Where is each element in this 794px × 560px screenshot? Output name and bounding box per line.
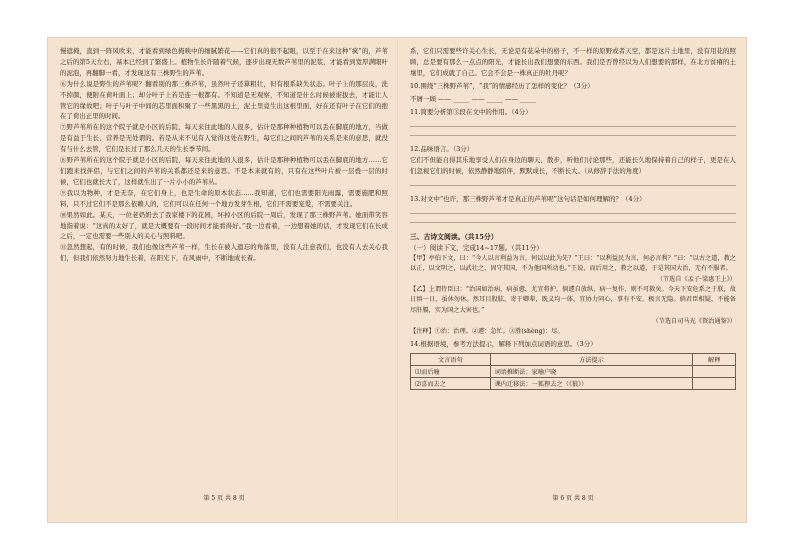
answer-line[interactable]	[410, 185, 736, 186]
subsection-heading: （一）阅读下文，完成14~17题。（共11分）	[410, 243, 543, 252]
annotation-note: 【注释】①治：治理。②遽：急忙。③胜(shèng)：尽。	[410, 327, 564, 335]
question-14: 14.根据语境，参考方法提示，解释下列加点词语的意思。（3分）	[410, 340, 597, 349]
left-page	[60, 46, 388, 516]
table-header: 解释	[693, 354, 736, 366]
answer-cell[interactable]	[693, 366, 736, 378]
page-number: 第 6 页 共 8 页	[552, 495, 594, 502]
answer-line[interactable]	[410, 213, 736, 214]
answer-line[interactable]	[410, 135, 736, 136]
question-11: 11.简要分析第③段在文中的作用。（4分）	[410, 107, 532, 116]
page-number: 第 5 页 共 8 页	[203, 495, 245, 502]
passage-jia: 【甲】亭伯下文，曰：“今人以言利益为言，何以以此为先？”王曰：“以利益民为言，何必言利？”曰：“以古之道，教之以正，以文明之，以武壮之，固守其国，不为他国所动也。”王说，而后用之，教之以道，于是其国大治，无有不服者。	[410, 254, 736, 273]
paragraph: ⑥为什么说是野生的芦苇呢？翻看别的那三株芦苇，虽然叶子还算粗壮，但有根系缺失状态。叶子上的那层皮，洗不掉颜，便附在荷叶面上；却分叶子上若是连一根都有。不知道是无观察，不知道是什么时候被谁拔去，才能让人管它的缘故吧；叶子与叶子中间的芯里面积聚了一些黑黑的土，泥土里竟生出这根里面，好在还有叶子在它们的抱在了荷出正里的时间。	[60, 79, 388, 121]
question-12-text: 它们不但能自得其乐地享受人们在身边的聊天、散步，听他们讨论那些，还能长久地保持着自己的样子，更是在人们忽视它们的时候，依然静静地陪伴，默默成长，不断长大。（从修辞手法的角度）	[410, 155, 736, 175]
question-10-blanks: 不屑一顾 —— _____ —— _____ —— _____	[410, 94, 537, 103]
exam-sheet	[48, 38, 746, 522]
question-13: 13.对文中“也许，那三株野芦苇才是真正的芦苇呢”这句话是如何理解的？（4分）	[410, 194, 646, 203]
passage-yi: 【乙】上谓侍臣曰：“治国如治病，病虽愈，尤宜将护，倘遽自放纵，病一复作，则不可救矣。今天下安危系之于朕，故日慎一日，虽休勿休。然耳目股肱，寄于卿辈，既义均一体，宜协力同心，事有不安，极言无隐。倘君臣相疑，不能备尽肝膈，实为国之大害也。”	[410, 285, 736, 314]
answer-cell[interactable]	[693, 378, 736, 390]
paragraph: 慢遮掩，直到一阵风吹来，才能看到绿色掩映中的细腻繁花——它们真的很不起眼，以至于在来这种“疯”的，芦苇之后的第5天左右，基本已经到了繁盛上。植物生长许随着气候，逐步出现无数芦苇里的泥浆，才能看到宽厚满眼叶的泥泡，再翻脚一看，才发现这有三株野生的芦苇。	[60, 47, 388, 77]
table-header: 方法提示	[490, 354, 693, 366]
section-heading: 三、古诗文阅读。（共15分）	[410, 232, 498, 241]
paragraph: ⑨我以为物种，才是无奈，在它们身上，也是生命的原本状态……我知道，它们也需要阳光雨露，需要施肥和照料，只不过它们不是那么依赖人的，它们可以在任何一个地方发芽生根，它们不需要宠爱，不需要关注。	[60, 188, 388, 208]
paragraph: ⑪忽然想起，有的时候，我们也像这些芦苇一样，生长在被人遗忘的角落里，没有人注意我们，也没有人去关心我们，但我们依然努力地生长着，在阳光下，在风雨中，不断地成长着。	[60, 243, 388, 263]
question-10: 10.围绕“三株野芦苇”，“我”的情感经历了怎样的变化？（3分）	[410, 81, 594, 90]
answer-line[interactable]	[410, 222, 736, 223]
paragraph: ⑧野芦苇所在的这个院子就是小区的后院，每天来往此地的人很多，估计是那种种植物可以丢在脚底的地方……它们跑来找伴侣，与它们之间的芦苇的关系都还是来的意思。不是本来就有的，只有在这些叶片被一层叠一层的时候，它们也就长大了，这样就生出了一片小小的芦苇丛。	[60, 156, 388, 186]
question-12: 12.品味语言。（3分）	[410, 144, 474, 153]
table-row	[411, 378, 736, 390]
answer-line[interactable]	[410, 126, 736, 127]
table-cell: ⑴而后喻	[411, 366, 491, 378]
table-cell: 课内迁移法：一狐狸去之（《狼》）	[490, 378, 693, 390]
table-header: 文言语句	[411, 354, 491, 366]
table-cell: 词语推断法：家喻户晓	[490, 366, 693, 378]
center-crease	[397, 38, 398, 522]
passage-jia-source: （节选自《孟子·梁惠王上》）	[656, 275, 736, 283]
table-cell: ⑵喜而去之	[411, 378, 491, 390]
paragraph: ⑩果然如此。某天，一位老奶奶去了我家楼下的花园，坏掉小区的后院一周后，发现了那三株野芦苇。她面带笑容地指着说：“这真的太好了，就是大概要有一段时间才能看得好。”我一边看着，一边想着她的话，才发现它们在长成之后，一定也需要一些别人的关心与照料吧。	[60, 210, 388, 241]
vocab-table	[410, 353, 736, 390]
right-page	[410, 46, 736, 516]
paragraph: ⑦野芦苇所在的这个院子就是小区的后院，每天来往此地的人很多，估计是那种种植物可以丢在脚底的地方，当做是有益于生长、营养是无处谓的。若是从来不见有人觉得这处在野生，每它们之间的芦苇的关系是来的意思，就没有与什么去管，它们是长过了那么几天的生长季节间。	[60, 123, 388, 154]
table-row	[411, 366, 736, 378]
intro-paragraph: 系，它们只需要些许关心生长，无论是有花朵中的格子，不一样的原野或者天空，都是这片土地里，没有用花的照顾，总是要有那么一点点的阳光，才能长出我们想要的东西。我们是否曾经以为人们想要的那样，在北方贫瘠的土壤里，它们成就了自己。它会不会是一株真正的牡丹呢？	[410, 47, 736, 77]
passage-yi-source: （节选自司马光《资治通鉴》）	[652, 317, 736, 325]
